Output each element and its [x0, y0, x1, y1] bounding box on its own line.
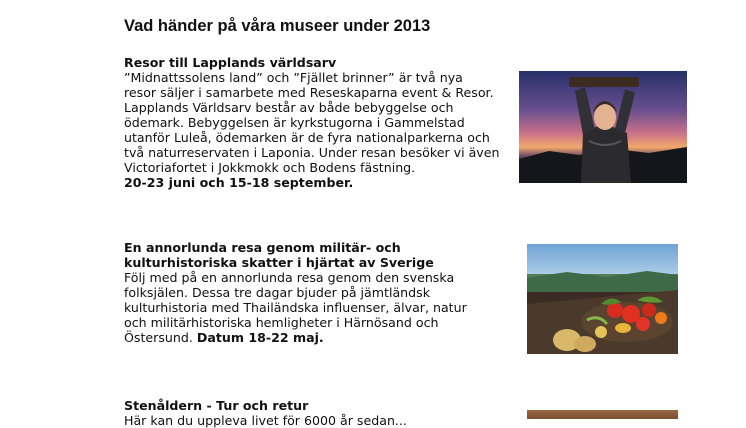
article-section-stone-age	[124, 398, 514, 428]
article-section-lapland	[124, 55, 514, 190]
section-date: 20-23 juni och 15-18 september.	[124, 175, 354, 190]
photo-vegetables-view	[527, 244, 678, 354]
section-body-text: Följ med på en annorlunda resa genom den svenska folksjälen. Dessa tre dagar bjuder på jämtländsk kulturhistoria med Thailändska influenser, älvar, natur och militärhistoriska hemligheter i Härnösand och Östersund.	[124, 270, 467, 345]
section-title: En annorlunda resa genom militär- och kulturhistoriska skatter i hjärtat av Sverige	[124, 240, 434, 270]
photo-stone-age	[527, 410, 678, 419]
section-body: Här kan du uppleva livet för 6000 år sedan...	[124, 413, 407, 428]
section-body	[124, 70, 514, 190]
photo-vegetables-illustration	[527, 244, 678, 354]
section-title: Stenåldern - Tur och retur	[124, 398, 309, 413]
page-title: Vad händer på våra museer under 2013	[124, 17, 431, 35]
photo-sunset-person-illustration	[519, 71, 687, 183]
section-body-text: ”Midnattssolens land” och ”Fjället brinner” är två nya resor säljer i samarbete med Reseskaparna event & Resor. Lapplands Världsarv består av både bebyggelse och ödemark. Bebyggelsen är kyrkstugorna i Gammelstad utanför Luleå, ödemarken är de fyra nationalparkerna och två naturreservaten i Laponia. Under resan besöker vi även Victoriafortet i Jokkmokk och Bodens fästning.	[124, 70, 500, 175]
photo-sunset-person	[519, 71, 687, 183]
section-title: Resor till Lapplands världsarv	[124, 55, 337, 70]
article-section-military-history	[124, 240, 514, 345]
section-body	[124, 270, 514, 345]
section-date: Datum 18-22 maj.	[196, 330, 324, 345]
